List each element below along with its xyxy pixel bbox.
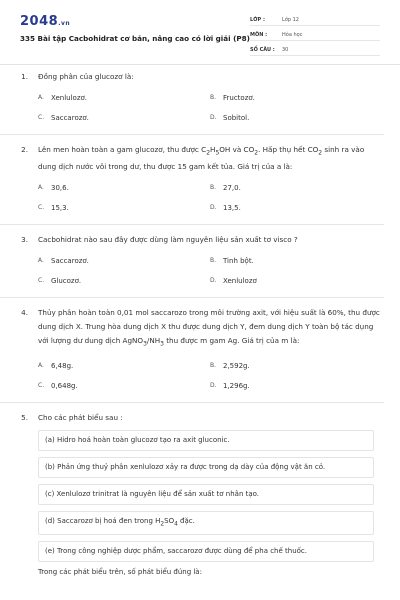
option-text: Xenlulozơ. [51, 94, 88, 102]
divider [0, 402, 384, 403]
logo-text: 2048 [20, 14, 59, 29]
options [38, 88, 384, 128]
option-text: 15,3. [51, 204, 69, 213]
option-a[interactable] [38, 94, 210, 102]
option-d[interactable] [210, 114, 382, 122]
option-letter: C. [38, 381, 45, 389]
options [38, 251, 384, 291]
meta-box [250, 14, 380, 59]
question-number: 1. [21, 72, 28, 81]
page-header [0, 0, 400, 65]
option-c[interactable] [38, 382, 210, 390]
option-text: 27,0. [223, 184, 241, 193]
question-4 [0, 306, 400, 402]
logo-suffix: .vn [58, 20, 71, 27]
divider [0, 297, 384, 298]
option-text: Sobitol. [223, 114, 250, 122]
statement-b: (b) Phản ứng thuỷ phân xenlulozơ xảy ra được trong dạ dày của động vật ăn cỏ. [38, 457, 374, 478]
page-title: 335 Bài tập Cacbohidrat cơ bản, nâng cao có lời giải (P8) [20, 34, 250, 43]
option-text: Glucozơ. [51, 277, 82, 286]
option-d[interactable] [210, 204, 382, 212]
site-logo[interactable] [20, 14, 70, 29]
question-text: Thủy phân hoàn toàn 0,01 mol saccarozo trong môi trường axit, với hiệu suất là 60%, thu được dung dịch X. Trung hòa dung dịch X thu được dung dịch Y, đem dung dịch Y toàn bộ tác dụng với lượng dư dung dịch $AgNO_3/NH_3$ thu được m gam Ag. Giá trị của m là: [38, 308, 380, 348]
divider [0, 224, 384, 225]
option-letter: D. [210, 381, 217, 389]
meta-label: MÔN : [250, 31, 268, 38]
options [38, 178, 384, 218]
option-text: 6,48g. [51, 361, 74, 370]
question-number: 4. [21, 308, 28, 318]
option-letter: A. [38, 184, 44, 192]
option-c[interactable] [38, 204, 210, 212]
meta-value: Lớp 12 [282, 16, 299, 23]
question-text: Lên men hoàn toàn a gam glucozơ, thu được $C_2H_5OH$ và $CO_2$. Hấp thụ hết $CO_2$ sinh ra vào dung dịch nước vôi trong dư, thu được 15 gam kết tủa. Giá trị của a là: [38, 145, 365, 172]
question-text: Đồng phân của glucozơ là: [38, 72, 134, 81]
option-b[interactable] [210, 94, 382, 102]
option-a[interactable] [38, 257, 210, 265]
option-letter: B. [210, 257, 217, 265]
question-1 [0, 70, 400, 135]
option-text: 1,296g. [223, 381, 250, 390]
option-letter: C. [38, 114, 45, 121]
option-letter: B. [210, 361, 217, 369]
options [38, 356, 384, 396]
option-letter: B. [210, 94, 217, 101]
option-b[interactable] [210, 257, 382, 265]
question-number: 5. [21, 412, 28, 422]
option-a[interactable] [38, 362, 210, 370]
question-number: 3. [21, 235, 28, 245]
option-b[interactable] [210, 362, 382, 370]
option-letter: D. [210, 204, 217, 212]
option-text: Saccarozơ. [51, 114, 89, 122]
question-followup: Trong các phát biểu trên, số phát biểu đúng là: [38, 568, 202, 577]
question-3 [0, 233, 400, 298]
option-text: Tinh bột. [223, 257, 254, 266]
statement-d: (d) Saccarozơ bị hoá đen trong $H_2SO_4$ đặc. [38, 511, 374, 535]
question-2 [0, 143, 400, 225]
option-letter: A. [38, 94, 44, 101]
meta-row-grade [250, 14, 380, 26]
option-letter: A. [38, 361, 44, 369]
option-letter: B. [210, 184, 217, 192]
option-text: Saccarozơ. [51, 257, 89, 266]
option-letter: C. [38, 204, 45, 212]
question-text: Cacbohidrat nào sau đây được dùng làm nguyên liệu sản xuất tơ visco ? [38, 235, 298, 245]
divider [0, 134, 384, 135]
option-text: 2,592g. [223, 361, 250, 370]
option-text: 0,648g. [51, 381, 78, 390]
meta-value: Hóa học [282, 31, 303, 38]
option-b[interactable] [210, 184, 382, 192]
statement-e: (e) Trong công nghiệp dược phẩm, saccarozơ được dùng để pha chế thuốc. [38, 541, 374, 562]
option-letter: D. [210, 114, 217, 121]
option-text: 13,5. [223, 204, 241, 213]
meta-label: LỚP : [250, 16, 265, 23]
statement-c: (c) Xenlulozơ trinitrat là nguyên liệu để sản xuất tơ nhân tạo. [38, 484, 374, 505]
meta-value: 30 [282, 46, 289, 53]
option-text: 30,6. [51, 184, 69, 193]
meta-row-subject [250, 29, 380, 41]
option-letter: C. [38, 277, 45, 285]
meta-row-count [250, 44, 380, 56]
option-letter: A. [38, 257, 44, 265]
statement-a: (a) Hidro hoá hoàn toàn glucozơ tạo ra axit gluconic. [38, 430, 374, 451]
option-a[interactable] [38, 184, 210, 192]
question-number: 2. [21, 145, 28, 154]
question-5 [0, 411, 400, 576]
option-letter: D. [210, 277, 217, 285]
option-d[interactable] [210, 382, 382, 390]
option-c[interactable] [38, 277, 210, 285]
meta-label: SỐ CÂU : [250, 46, 275, 53]
option-text: Fructozơ. [223, 94, 255, 102]
question-text: Cho các phát biểu sau : [38, 412, 123, 422]
option-d[interactable] [210, 277, 382, 285]
question-list [0, 70, 400, 576]
option-text: Xenlulozơ [223, 277, 257, 286]
option-c[interactable] [38, 114, 210, 122]
